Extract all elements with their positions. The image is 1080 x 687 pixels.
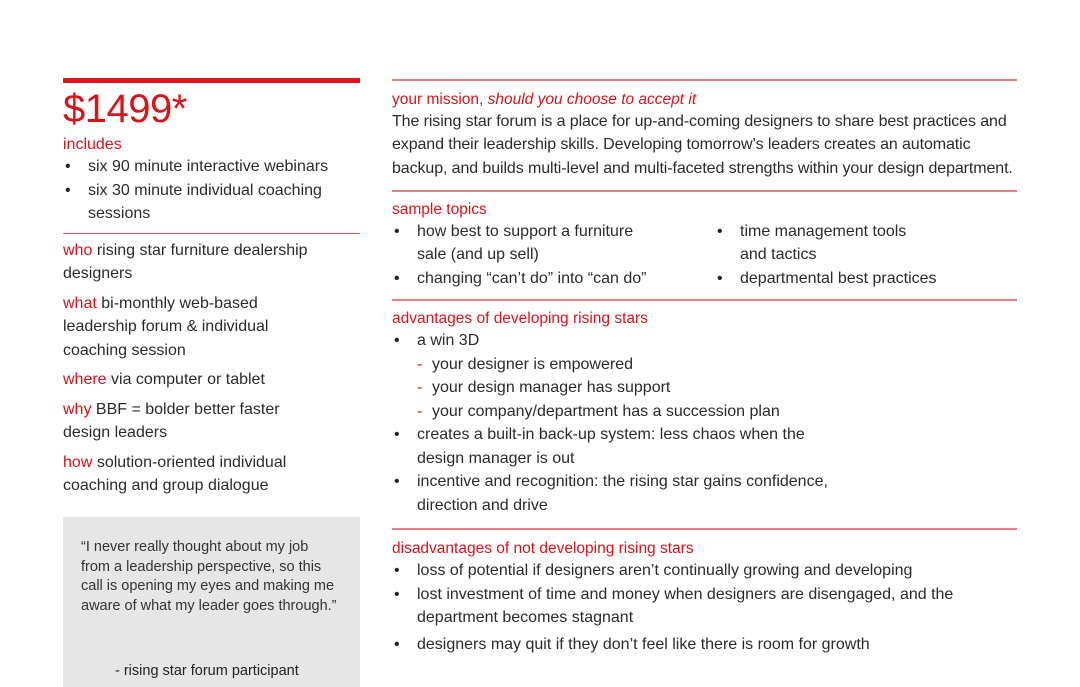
detail-how: how solution-oriented individual coaching and group dialogue (63, 453, 287, 494)
mission-title: your mission, should you choose to accept it (392, 91, 697, 108)
divider (392, 79, 1017, 81)
list-item: • time management tools and tactics (715, 220, 920, 267)
sub-item: - your design manager has support (392, 376, 1017, 400)
mission-body: The rising star forum is a place for up-and-coming designers to share best practices and expand their leadership skills. Developing tomorrow’s leaders creates an automatic backup, and builds multi-level and multi-faceted strengths within your design department. (392, 113, 1013, 177)
divider (392, 528, 1017, 530)
detail-where: where via computer or tablet (63, 371, 265, 388)
list-item: • lost investment of time and money when designers are disengaged, and the department becomes stagnant (392, 583, 1017, 630)
testimonial-attribution: - rising star forum participant (115, 663, 299, 679)
content-column (392, 79, 1017, 656)
list-item: • a win 3D (392, 329, 1017, 353)
topics-list (392, 220, 1017, 291)
disadvantages-list (392, 559, 1017, 656)
includes-label: includes (63, 136, 122, 153)
advantages-sublist (392, 353, 1017, 424)
divider (63, 233, 360, 234)
list-item: • how best to support a furniture sale (and up sell) (392, 220, 657, 267)
detail-what: what bi-monthly web-based leadership forum & individual coaching session (63, 294, 269, 359)
accent-bar (63, 78, 360, 83)
sub-item: - your company/department has a succession plan (392, 400, 1017, 424)
list-item: • creates a built-in back-up system: less chaos when the design manager is out (392, 423, 847, 470)
divider (392, 299, 1017, 301)
list-item: • departmental best practices (715, 267, 1015, 291)
disadvantages-title: disadvantages of not developing rising stars (392, 540, 694, 558)
testimonial-quote: “I never really thought about my job from a leadership perspective, so this call is opening my eyes and making me aware of what my leader goes through.” (81, 539, 337, 615)
pricing-column (63, 78, 360, 498)
sub-item: - your designer is empowered (392, 353, 1017, 377)
testimonial-box (63, 517, 360, 687)
detail-why: why BBF = bolder better faster design leaders (63, 400, 280, 441)
topics-title: sample topics (392, 200, 487, 218)
advantages-list (392, 329, 1017, 353)
price: $1499* (63, 87, 187, 131)
list-item: • loss of potential if designers aren’t continually growing and developing (392, 559, 1017, 583)
divider (392, 190, 1017, 192)
list-item: • six 30 minute individual coaching sessions (63, 179, 333, 226)
list-item: • six 90 minute interactive webinars (63, 155, 360, 179)
includes-list (63, 155, 360, 226)
advantages-title: advantages of developing rising stars (392, 310, 648, 328)
list-item: • designers may quit if they don’t feel like there is room for growth (392, 633, 1017, 657)
list-item: • changing “can’t do” into “can do” (392, 267, 715, 291)
list-item: • incentive and recognition: the rising star gains confidence, direction and drive (392, 470, 887, 517)
detail-who: who rising star furniture dealership designers (63, 241, 308, 282)
